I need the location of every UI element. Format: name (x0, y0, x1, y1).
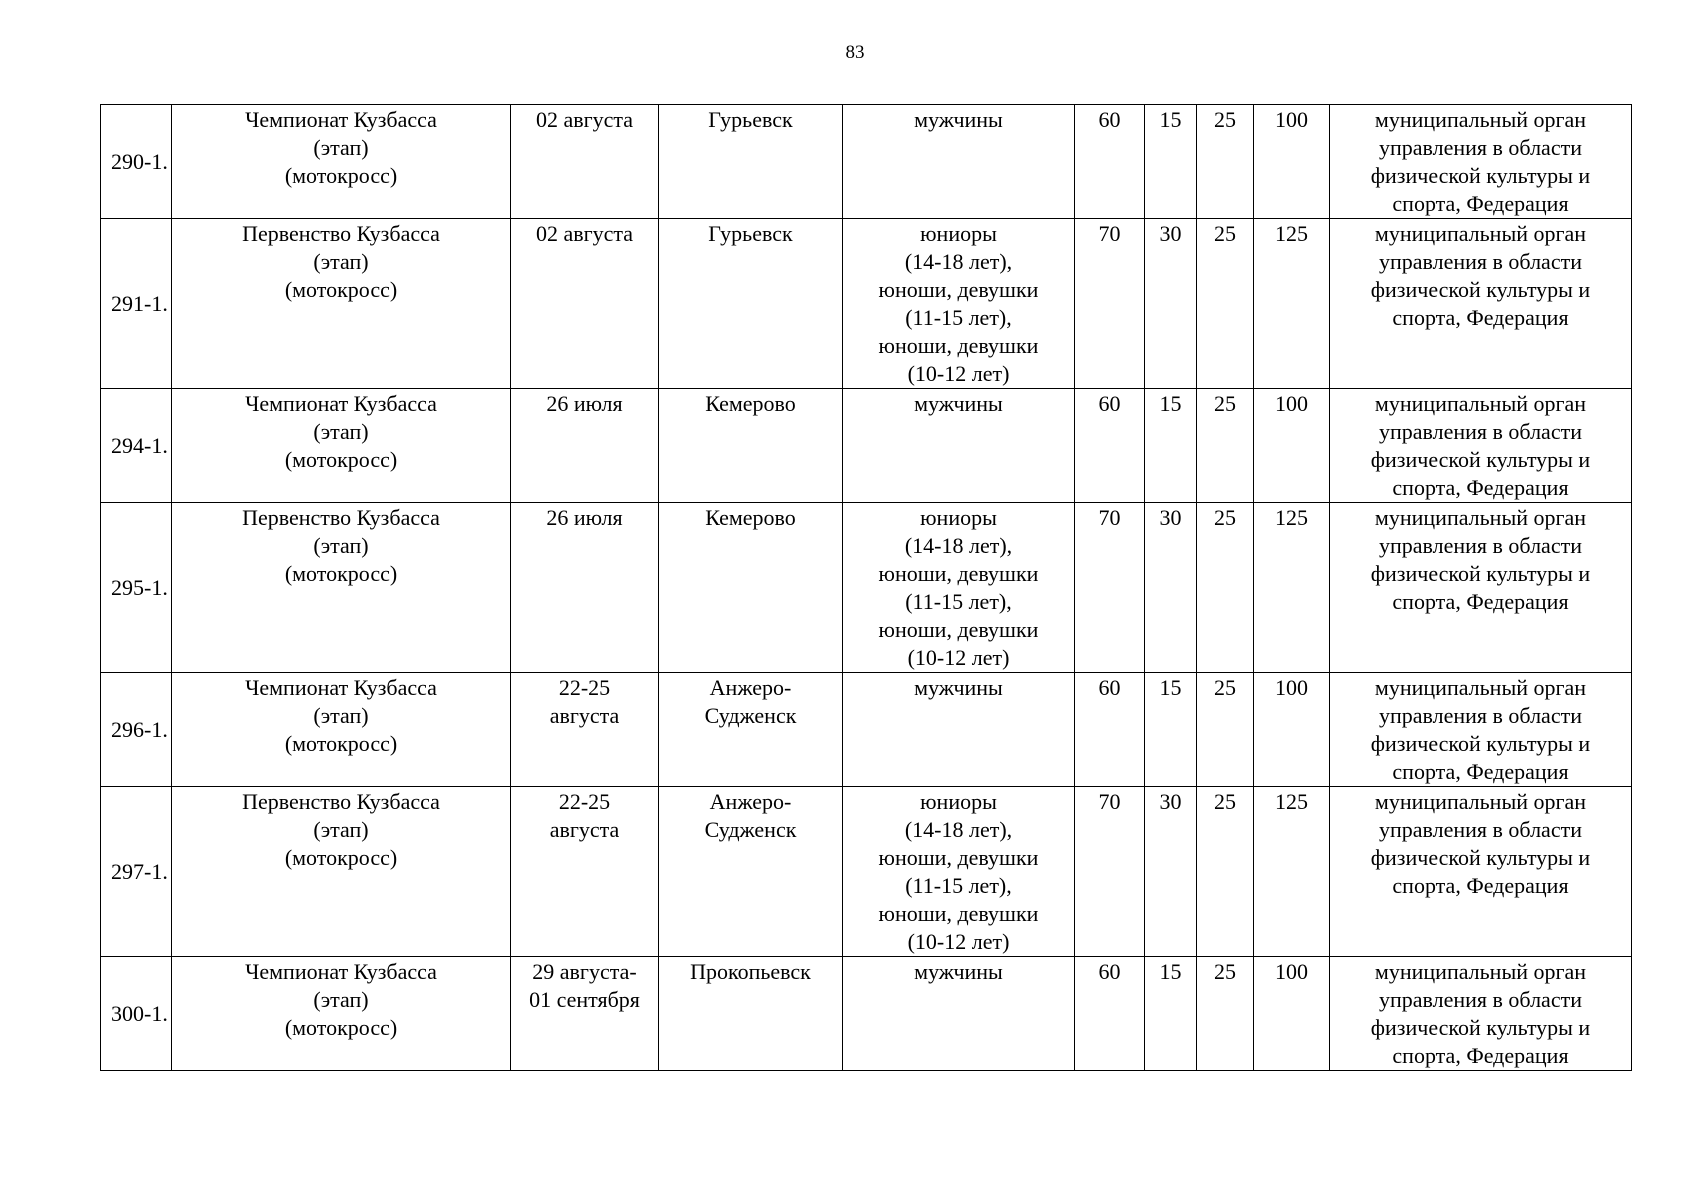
count-total: 100 (1254, 957, 1330, 1071)
event-place: Анжеро- Судженск (659, 787, 843, 957)
event-date: 22-25 августа (511, 673, 659, 787)
count-2: 30 (1145, 503, 1197, 673)
count-3: 25 (1197, 673, 1254, 787)
organizer: муниципальный орган управления в области физической культуры и спорта, Федерация (1330, 219, 1632, 389)
count-2: 15 (1145, 105, 1197, 219)
count-1: 60 (1075, 389, 1145, 503)
organizer: муниципальный орган управления в области физической культуры и спорта, Федерация (1330, 389, 1632, 503)
event-name: Чемпионат Кузбасса (этап) (мотокросс) (172, 105, 511, 219)
row-number: 300-1. (101, 957, 172, 1071)
organizer: муниципальный орган управления в области физической культуры и спорта, Федерация (1330, 105, 1632, 219)
organizer: муниципальный орган управления в области физической культуры и спорта, Федерация (1330, 503, 1632, 673)
table-row (101, 673, 1632, 787)
count-2: 15 (1145, 389, 1197, 503)
count-1: 60 (1075, 105, 1145, 219)
event-date: 02 августа (511, 219, 659, 389)
event-place: Прокопьевск (659, 957, 843, 1071)
page-number: 83 (845, 42, 865, 63)
event-date: 26 июля (511, 503, 659, 673)
count-total: 125 (1254, 219, 1330, 389)
events-table (100, 104, 1632, 1071)
event-name: Чемпионат Кузбасса (этап) (мотокросс) (172, 673, 511, 787)
count-1: 70 (1075, 219, 1145, 389)
table-body (101, 105, 1632, 1071)
event-date: 22-25 августа (511, 787, 659, 957)
table-row (101, 389, 1632, 503)
event-place: Кемерово (659, 389, 843, 503)
count-2: 30 (1145, 787, 1197, 957)
count-3: 25 (1197, 503, 1254, 673)
table-row (101, 957, 1632, 1071)
count-2: 30 (1145, 219, 1197, 389)
event-name: Первенство Кузбасса (этап) (мотокросс) (172, 787, 511, 957)
row-number: 291-1. (101, 219, 172, 389)
table-row (101, 105, 1632, 219)
table-row (101, 787, 1632, 957)
event-date: 29 августа- 01 сентября (511, 957, 659, 1071)
count-1: 60 (1075, 957, 1145, 1071)
row-number: 290-1. (101, 105, 172, 219)
count-total: 100 (1254, 389, 1330, 503)
count-3: 25 (1197, 389, 1254, 503)
count-2: 15 (1145, 673, 1197, 787)
count-total: 100 (1254, 105, 1330, 219)
event-place: Анжеро- Судженск (659, 673, 843, 787)
count-3: 25 (1197, 957, 1254, 1071)
participants: мужчины (843, 105, 1075, 219)
count-total: 125 (1254, 787, 1330, 957)
participants: юниоры (14-18 лет), юноши, девушки (11-15 лет), юноши, девушки (10-12 лет) (843, 503, 1075, 673)
organizer: муниципальный орган управления в области физической культуры и спорта, Федерация (1330, 673, 1632, 787)
count-3: 25 (1197, 219, 1254, 389)
organizer: муниципальный орган управления в области физической культуры и спорта, Федерация (1330, 957, 1632, 1071)
participants: юниоры (14-18 лет), юноши, девушки (11-15 лет), юноши, девушки (10-12 лет) (843, 219, 1075, 389)
count-1: 60 (1075, 673, 1145, 787)
count-1: 70 (1075, 503, 1145, 673)
participants: юниоры (14-18 лет), юноши, девушки (11-15 лет), юноши, девушки (10-12 лет) (843, 787, 1075, 957)
count-total: 100 (1254, 673, 1330, 787)
row-number: 294-1. (101, 389, 172, 503)
participants: мужчины (843, 957, 1075, 1071)
event-place: Гурьевск (659, 105, 843, 219)
row-number: 297-1. (101, 787, 172, 957)
table-row (101, 219, 1632, 389)
count-3: 25 (1197, 105, 1254, 219)
event-date: 02 августа (511, 105, 659, 219)
event-name: Чемпионат Кузбасса (этап) (мотокросс) (172, 389, 511, 503)
table-row (101, 503, 1632, 673)
count-2: 15 (1145, 957, 1197, 1071)
event-name: Первенство Кузбасса (этап) (мотокросс) (172, 219, 511, 389)
row-number: 296-1. (101, 673, 172, 787)
event-date: 26 июля (511, 389, 659, 503)
participants: мужчины (843, 673, 1075, 787)
event-name: Чемпионат Кузбасса (этап) (мотокросс) (172, 957, 511, 1071)
organizer: муниципальный орган управления в области физической культуры и спорта, Федерация (1330, 787, 1632, 957)
count-1: 70 (1075, 787, 1145, 957)
event-place: Гурьевск (659, 219, 843, 389)
count-3: 25 (1197, 787, 1254, 957)
event-place: Кемерово (659, 503, 843, 673)
event-name: Первенство Кузбасса (этап) (мотокросс) (172, 503, 511, 673)
participants: мужчины (843, 389, 1075, 503)
row-number: 295-1. (101, 503, 172, 673)
count-total: 125 (1254, 503, 1330, 673)
